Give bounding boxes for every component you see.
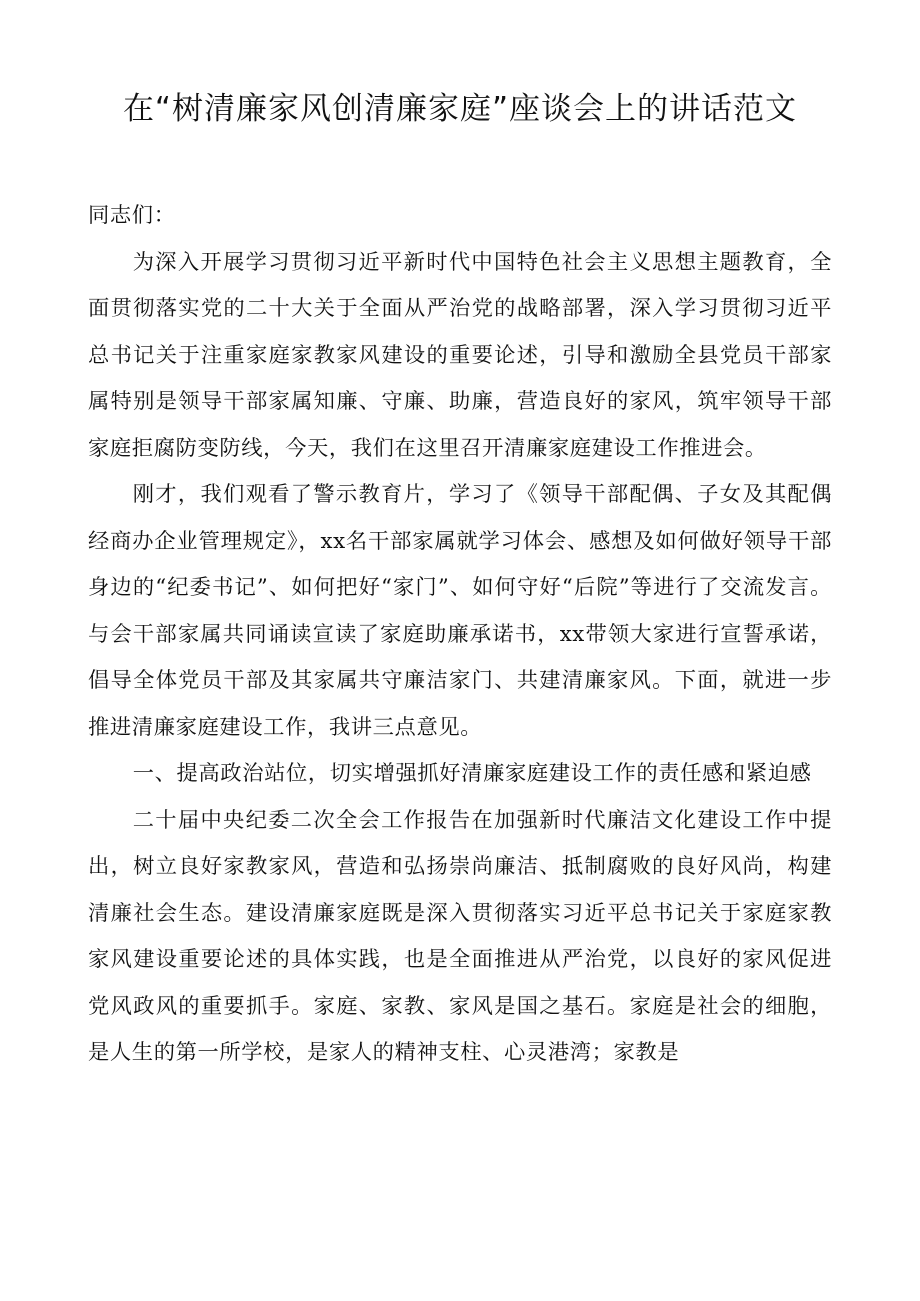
document-body [88, 193, 832, 1077]
paragraph-meeting-review: 刚才，我们观看了警示教育片，学习了《领导干部配偶、子女及其配偶经商办企业管理规定》，xx名干部家属就学习体会、感想及如何做好领导干部身边的“纪委书记”、如何把好“家门”、如何守好“后院”等进行了交流发言。与会干部家属共同诵读宣读了家庭助廉承诺书，xx带领大家进行宣誓承诺，倡导全体党员干部及其家属共守廉洁家门、共建清廉家风。下面，就进一步推进清廉家庭建设工作，我讲三点意见。 [88, 482, 832, 740]
salutation: 同志们： [88, 203, 176, 228]
paragraph-intro: 为深入开展学习贯彻习近平新时代中国特色社会主义思想主题教育，全面贯彻落实党的二十大关于全面从严治党的战略部署，深入学习贯彻习近平总书记关于注重家庭家教家风建设的重要论述，引导和激励全县党员干部家属特别是领导干部家属知廉、守廉、助廉，营造良好的家风，筑牢领导干部家庭拒腐防变防线，今天，我们在这里召开清廉家庭建设工作推进会。 [88, 249, 832, 461]
paragraph-section-one: 二十届中央纪委二次全会工作报告在加强新时代廉洁文化建设工作中提出，树立良好家教家风，营造和弘扬崇尚廉洁、抵制腐败的良好风尚，构建清廉社会生态。建设清廉家庭既是深入贯彻落实习近平总书记关于家庭家教家风建设重要论述的具体实践，也是全面推进从严治党，以良好的家风促进党风政风的重要抓手。家庭、家教、家风是国之基石。家庭是社会的细胞，是人生的第一所学校，是家人的精神支柱、心灵港湾；家教是 [88, 807, 832, 1065]
document-title: 在“树清廉家风创清廉家庭”座谈会上的讲话范文 [122, 91, 798, 127]
section-heading-one: 一、提高政治站位，切实增强抓好清廉家庭建设工作的责任感和紧迫感 [132, 761, 812, 786]
